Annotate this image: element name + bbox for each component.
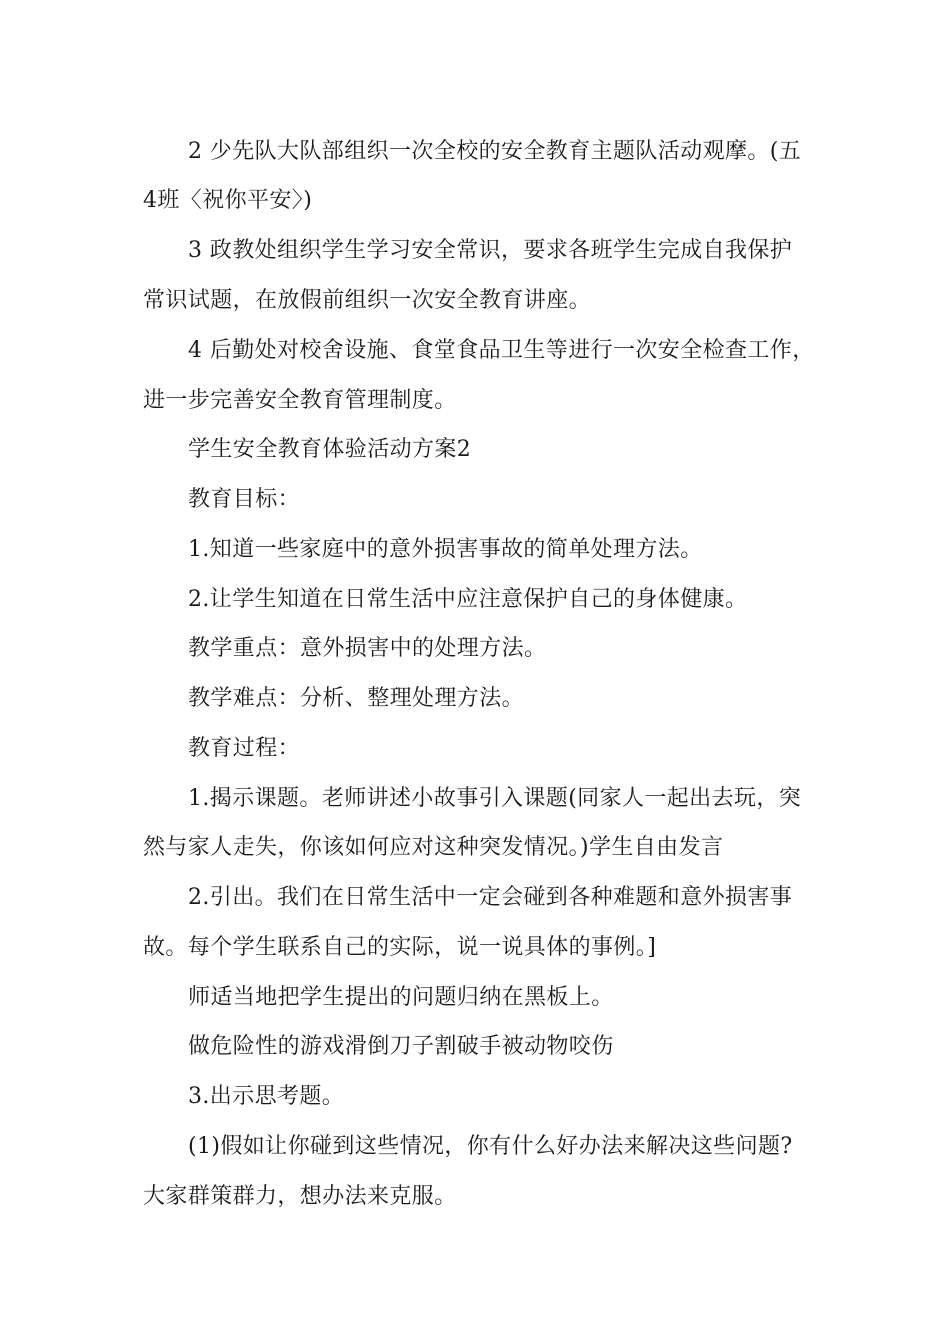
- text-line: 做危险性的游戏滑倒刀子割破手被动物咬伤: [188, 1034, 614, 1059]
- text-line: 1.知道一些家庭中的意外损害事故的简单处理方法。: [188, 537, 703, 562]
- text-line: 故。每个学生联系自己的实际，说一说具体的事例。]: [143, 935, 657, 960]
- text-line: 教育目标：: [188, 487, 301, 512]
- text-line: 1.揭示课题。老师讲述小故事引入课题(同家人一起出去玩，突: [188, 786, 802, 811]
- text-line: 2.让学生知道在日常生活中应注意保护自己的身体健康。: [188, 587, 748, 612]
- text-line: 师适当地把学生提出的问题归纳在黑板上。: [188, 985, 614, 1010]
- text-line: 教育过程：: [188, 736, 301, 761]
- text-line: 2 少先队大队部组织一次全校的安全教育主题队活动观摩。(五: [188, 139, 802, 164]
- text-line: 常识试题，在放假前组织一次安全教育讲座。: [143, 288, 592, 313]
- text-line: 4班〈祝你平安〉): [143, 188, 313, 213]
- text-line: 进一步完善安全教育管理制度。: [143, 388, 457, 413]
- text-line: 2.引出。我们在日常生活中一定会碰到各种难题和意外损害事: [188, 885, 793, 910]
- text-line: 教学难点：分析、整理处理方法。: [188, 686, 525, 711]
- text-line: 大家群策群力，想办法来克服。: [143, 1184, 457, 1209]
- text-line: 4 后勤处对校舍设施、食堂食品卫生等进行一次安全检查工作，: [188, 338, 815, 363]
- text-line: 3 政教处组织学生学习安全常识，要求各班学生完成自我保护: [188, 238, 793, 263]
- text-line: 教学重点：意外损害中的处理方法。: [188, 636, 547, 661]
- text-line: 然与家人走失，你该如何应对这种突发情况。)学生自由发言: [143, 835, 724, 860]
- section-heading: 学生安全教育体验活动方案2: [188, 437, 472, 462]
- text-line: (1)假如让你碰到这些情况，你有什么好办法来解决这些问题?: [188, 1134, 793, 1159]
- text-line: 3.出示思考题。: [188, 1084, 345, 1109]
